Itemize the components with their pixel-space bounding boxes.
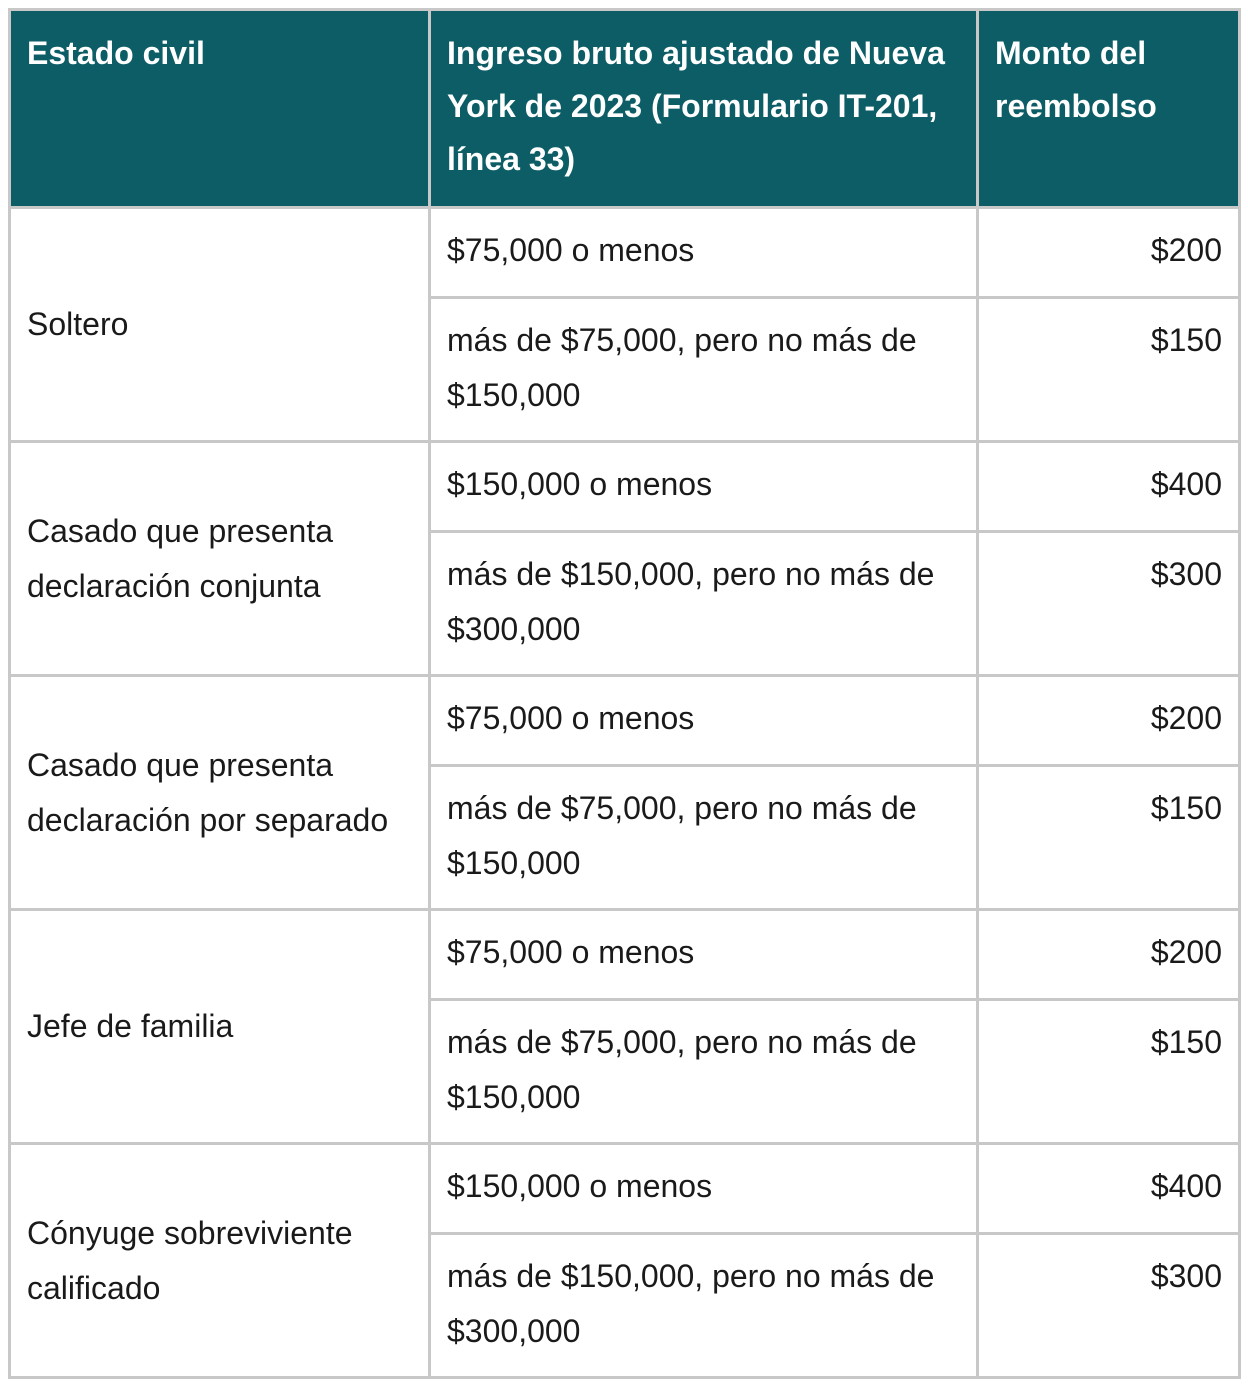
income-cell: más de $150,000, pero no más de $300,000 [430, 532, 978, 676]
income-cell: más de $75,000, pero no más de $150,000 [430, 766, 978, 910]
income-cell: $75,000 o menos [430, 676, 978, 766]
income-cell: $75,000 o menos [430, 208, 978, 298]
refund-amount-cell: $400 [978, 1144, 1240, 1234]
header-income: Ingreso bruto ajustado de Nueva York de 2023 (Formulario IT-201, línea 33) [430, 10, 978, 208]
filing-status-cell: Cónyuge sobreviviente calificado [10, 1144, 430, 1378]
income-cell: $150,000 o menos [430, 442, 978, 532]
refund-amount-cell: $400 [978, 442, 1240, 532]
filing-status-cell: Soltero [10, 208, 430, 442]
refund-amount-cell: $300 [978, 1234, 1240, 1378]
refund-table [8, 8, 1241, 1379]
income-cell: $150,000 o menos [430, 1144, 978, 1234]
table-row [10, 442, 1240, 532]
table-row [10, 1144, 1240, 1234]
table-row [10, 676, 1240, 766]
table-header-row [10, 10, 1240, 208]
filing-status-cell: Casado que presenta declaración por separado [10, 676, 430, 910]
table-row [10, 208, 1240, 298]
table-row [10, 910, 1240, 1000]
refund-amount-cell: $300 [978, 532, 1240, 676]
income-cell: más de $150,000, pero no más de $300,000 [430, 1234, 978, 1378]
refund-amount-cell: $200 [978, 676, 1240, 766]
filing-status-cell: Casado que presenta declaración conjunta [10, 442, 430, 676]
refund-table-container [8, 8, 1241, 1379]
filing-status-cell: Jefe de familia [10, 910, 430, 1144]
income-cell: más de $75,000, pero no más de $150,000 [430, 298, 978, 442]
header-refund-amount: Monto del reembolso [978, 10, 1240, 208]
refund-amount-cell: $200 [978, 208, 1240, 298]
refund-amount-cell: $150 [978, 1000, 1240, 1144]
refund-amount-cell: $150 [978, 766, 1240, 910]
header-filing-status: Estado civil [10, 10, 430, 208]
income-cell: $75,000 o menos [430, 910, 978, 1000]
refund-amount-cell: $200 [978, 910, 1240, 1000]
income-cell: más de $75,000, pero no más de $150,000 [430, 1000, 978, 1144]
refund-amount-cell: $150 [978, 298, 1240, 442]
